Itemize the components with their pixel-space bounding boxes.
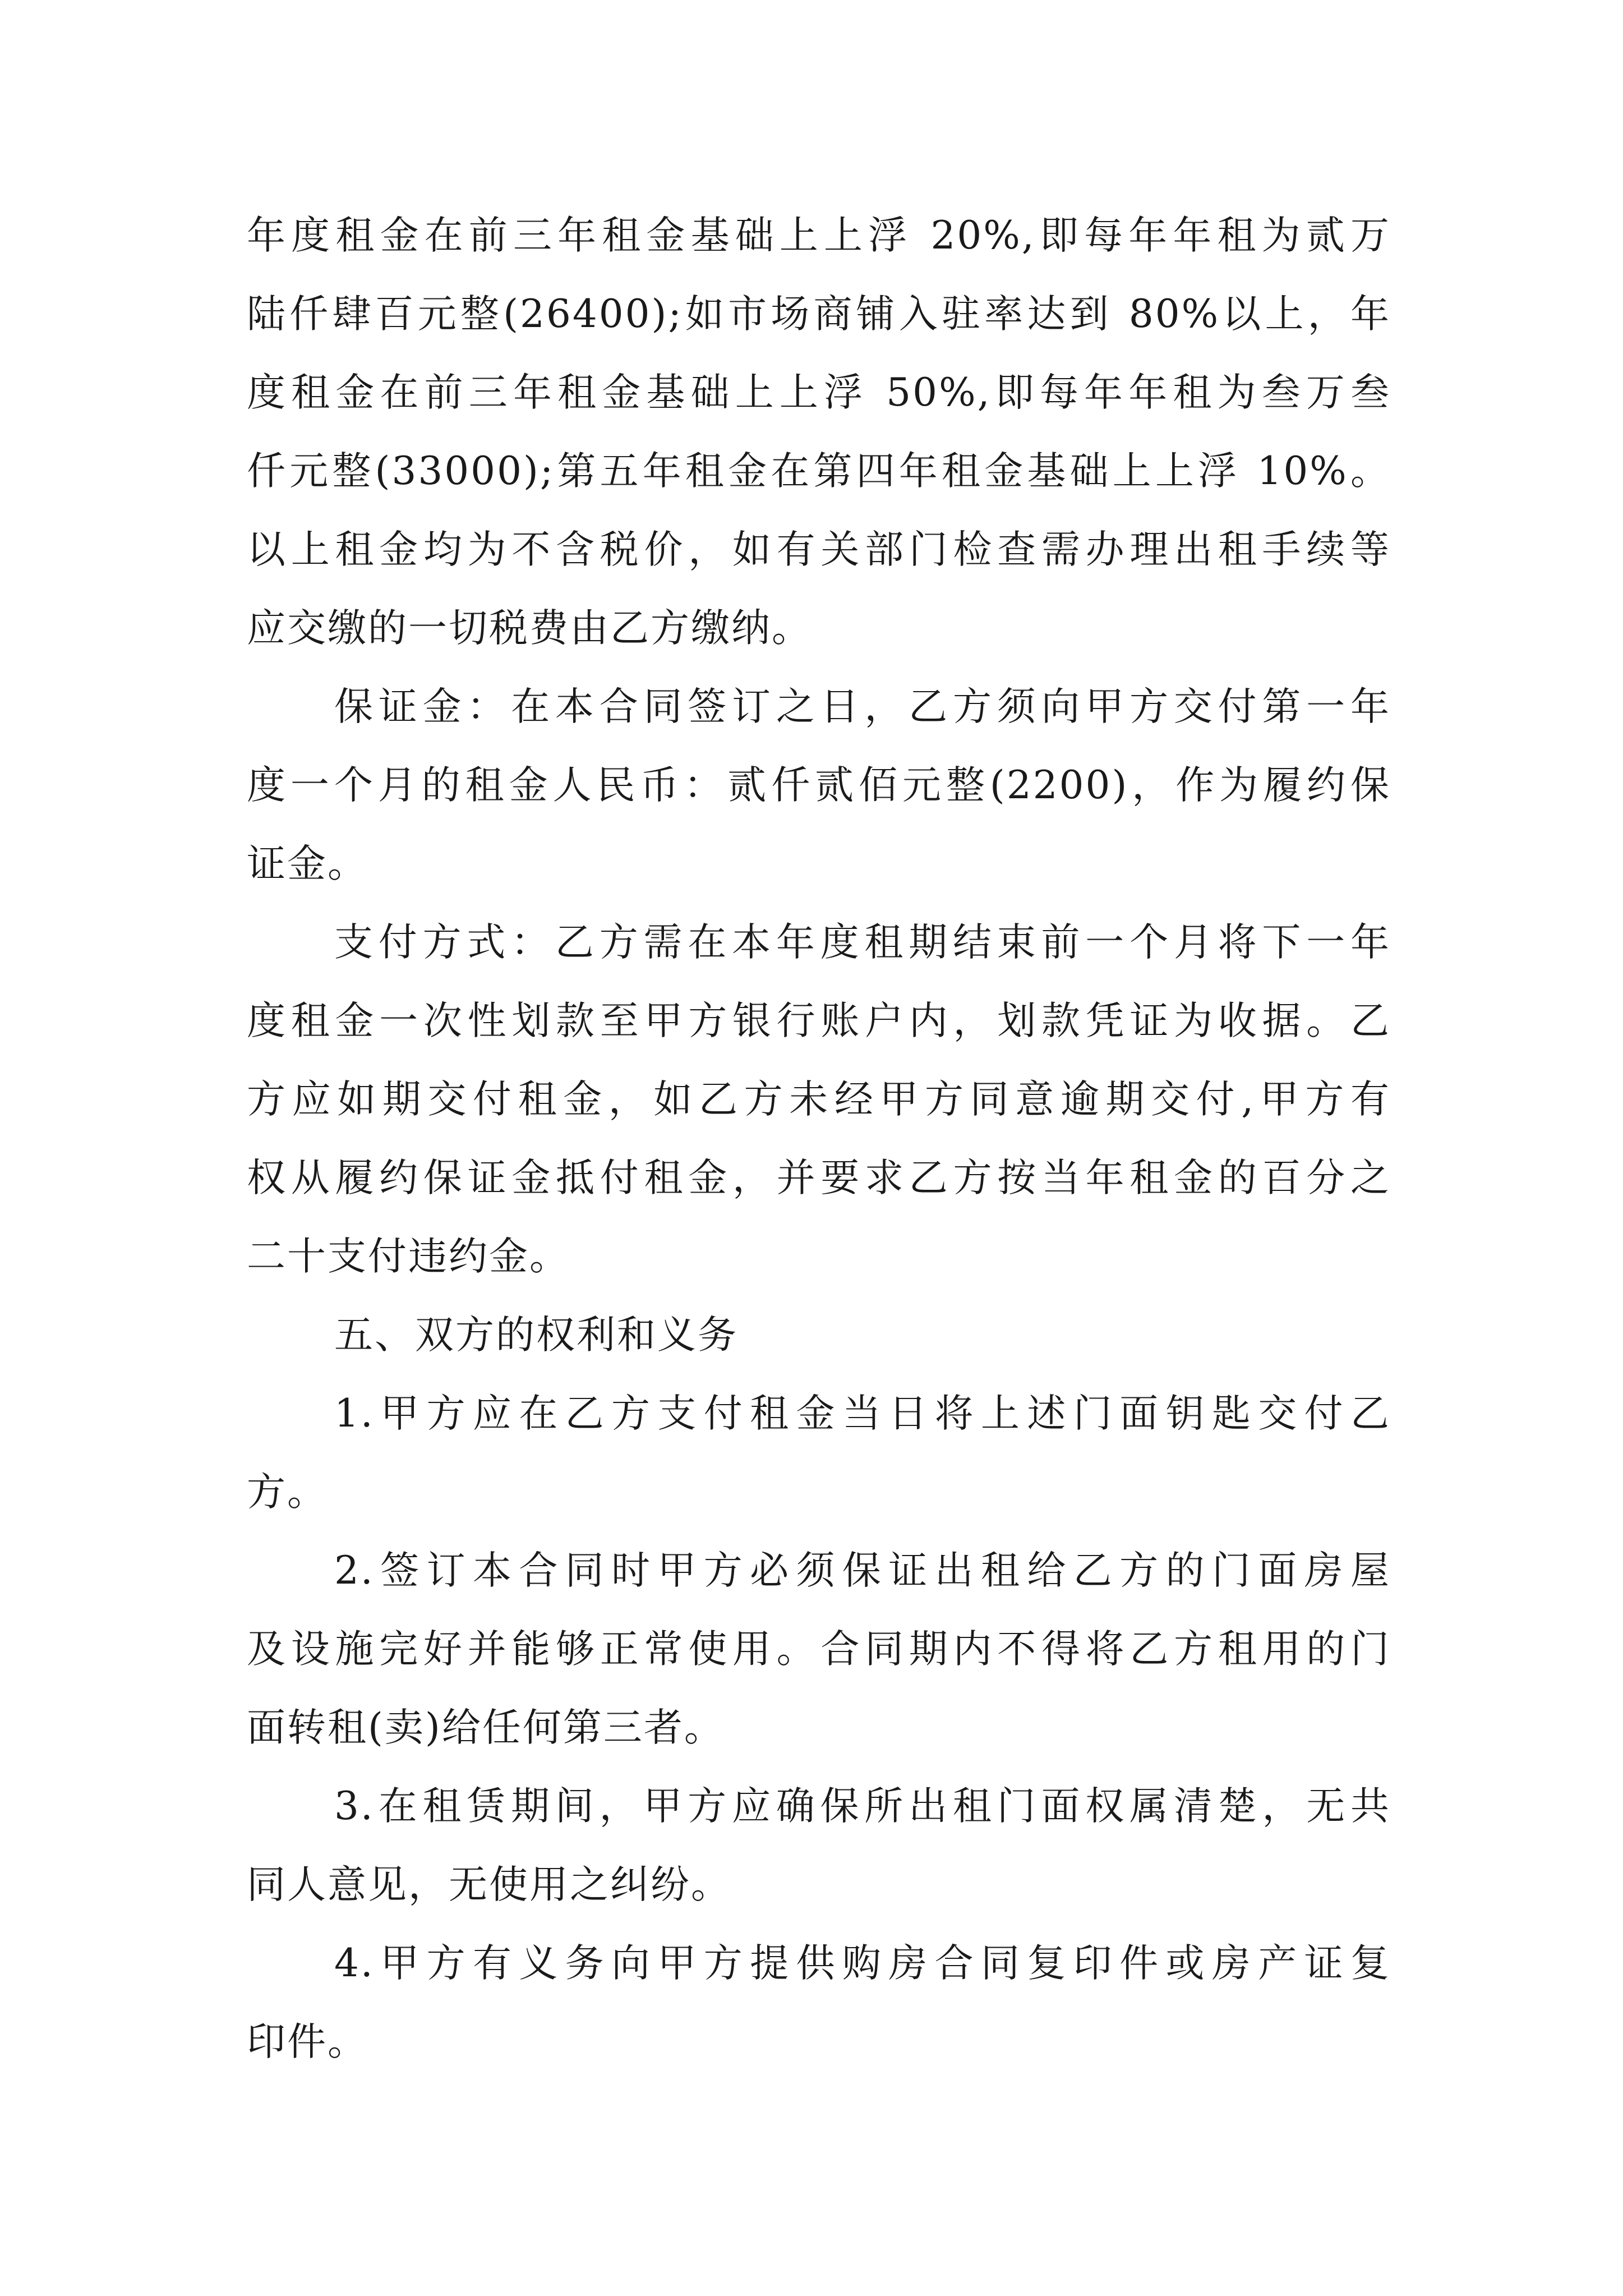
paragraph-deposit-line: 度一个月的租金人民币：贰仟贰佰元整(2200)，作为履约保	[247, 763, 1391, 808]
paragraph-rent-increase-line: 以上租金均为不含税价，如有关部门检查需办理出租手续等	[247, 527, 1391, 572]
paragraph-payment-method-line: 权从履约保证金抵付租金，并要求乙方按当年租金的百分之	[247, 1156, 1391, 1200]
paragraph-rent-increase-line: 陆仟肆百元整(26400);如市场商铺入驻率达到 80%以上，年	[247, 292, 1391, 337]
clause-1-line: 1.甲方应在乙方支付租金当日将上述门面钥匙交付乙	[334, 1391, 1391, 1436]
clause-3-line: 3.在租赁期间，甲方应确保所出租门面权属清楚，无共	[334, 1784, 1391, 1829]
paragraph-rent-increase-line: 应交缴的一切税费由乙方缴纳。	[247, 606, 812, 651]
clause-3-line: 同人意见，无使用之纠纷。	[247, 1862, 731, 1907]
clause-2-line: 面转租(卖)给任何第三者。	[247, 1705, 725, 1750]
paragraph-rent-increase-line: 度租金在前三年租金基础上上浮 50%,即每年年租为叁万叁	[247, 370, 1391, 415]
paragraph-deposit-line: 证金。	[247, 841, 368, 886]
paragraph-payment-method-line: 方应如期交付租金，如乙方未经甲方同意逾期交付,甲方有	[247, 1077, 1391, 1122]
paragraph-payment-method-line: 二十支付违约金。	[247, 1234, 570, 1279]
paragraph-payment-method-line: 度租金一次性划款至甲方银行账户内，划款凭证为收据。乙	[247, 999, 1391, 1043]
clause-4-line: 印件。	[247, 2019, 368, 2064]
paragraph-rent-increase-line: 仟元整(33000);第五年租金在第四年租金基础上上浮 10%。	[247, 449, 1391, 494]
paragraph-rent-increase-line: 年度租金在前三年租金基础上上浮 20%,即每年年租为贰万	[247, 213, 1391, 258]
clause-4-line: 4.甲方有义务向甲方提供购房合同复印件或房产证复	[334, 1941, 1391, 1986]
clause-1-line: 方。	[247, 1470, 328, 1515]
paragraph-deposit-line: 保证金：在本合同签订之日，乙方须向甲方交付第一年	[334, 684, 1391, 729]
clause-2-line: 2.签订本合同时甲方必须保证出租给乙方的门面房屋	[334, 1548, 1391, 1593]
section-heading: 五、双方的权利和义务	[334, 1313, 738, 1358]
paragraph-payment-method-line: 支付方式：乙方需在本年度租期结束前一个月将下一年	[334, 920, 1391, 965]
clause-2-line: 及设施完好并能够正常使用。合同期内不得将乙方租用的门	[247, 1627, 1391, 1672]
